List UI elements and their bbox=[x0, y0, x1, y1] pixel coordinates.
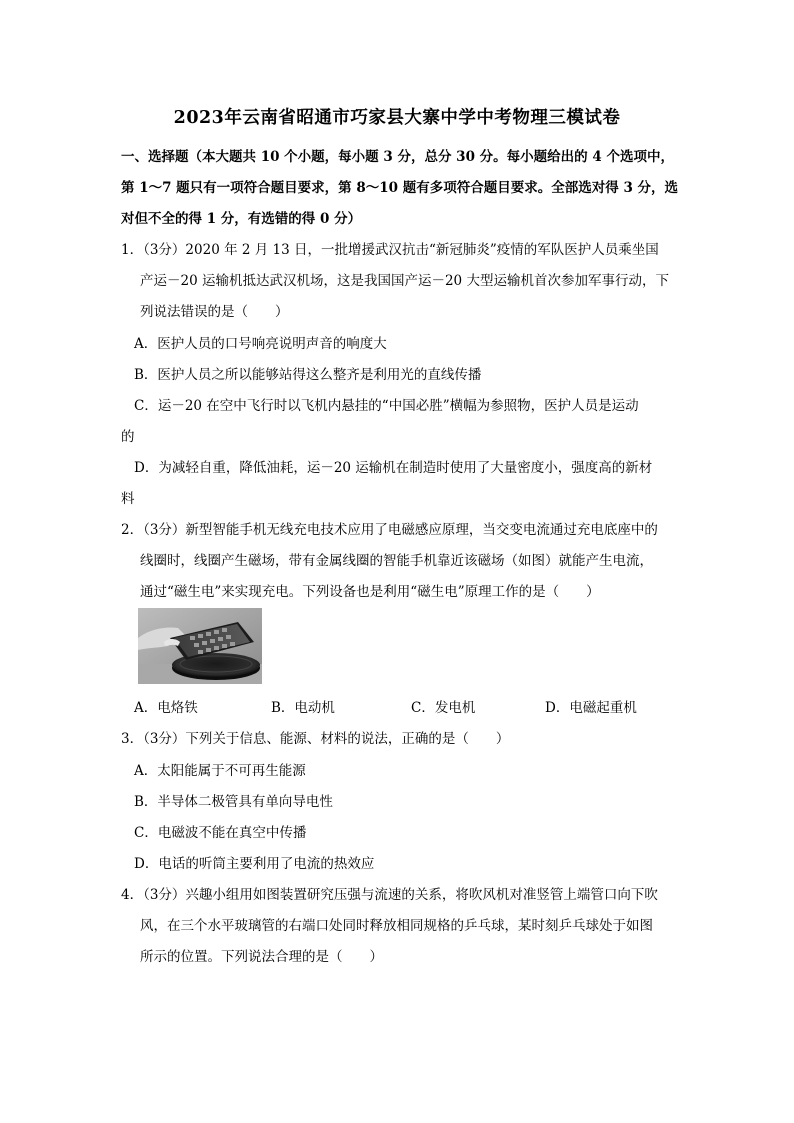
question-3-option-c: C．电磁波不能在真空中传播 bbox=[134, 825, 307, 841]
question-2-option-b: B．电动机 bbox=[271, 700, 335, 716]
question-2-line-3: 通过“磁生电”来实现充电。下列设备也是利用“磁生电”原理工作的是（ ） bbox=[140, 584, 600, 600]
section-heading-line-1: 一、选择题（本大题共 10 个小题，每小题 3 分，总分 30 分。每小题给出的 4 个选项中， bbox=[121, 149, 674, 165]
question-3-option-a: A．太阳能属于不可再生能源 bbox=[134, 763, 306, 779]
question-2-options bbox=[134, 696, 674, 716]
question-1-line-2: 产运－20 运输机抵达武汉机场，这是我国国产运－20 大型运输机首次参加军事行动，下 bbox=[140, 273, 669, 289]
question-1-option-b: B．医护人员之所以能够站得这么整齐是利用光的直线传播 bbox=[134, 367, 482, 383]
question-2-option-c: C．发电机 bbox=[411, 700, 476, 716]
question-3-option-d: D．电话的听筒主要利用了电流的热效应 bbox=[134, 856, 375, 872]
section-heading-line-2: 第 1～7 题只有一项符合题目要求，第 8～10 题有多项符合题目要求。全部选对得 3 分，选 bbox=[121, 180, 679, 196]
question-1-line-1: 1．（3分）2020 年 2 月 13 日，一批增援武汉抗击“新冠肺炎”疫情的军队医护人员乘坐国 bbox=[121, 242, 659, 258]
question-1-option-d: D．为减轻自重，降低油耗，运－20 运输机在制造时使用了大量密度小，强度高的新材 bbox=[134, 460, 653, 476]
exam-title: 2023年云南省昭通市巧家县大寨中学中考物理三模试卷 bbox=[173, 108, 621, 128]
question-1-option-c-wrap: 的 bbox=[121, 429, 135, 445]
question-2-line-1: 2．（3分）新型智能手机无线充电技术应用了电磁感应原理，当交变电流通过充电底座中的 bbox=[121, 522, 658, 538]
section-heading-line-3: 对但不全的得 1 分，有选错的得 0 分） bbox=[121, 211, 362, 227]
wireless-charging-phone-image bbox=[138, 608, 262, 684]
question-1-line-3: 列说法错误的是（ ） bbox=[140, 304, 289, 320]
question-2-option-d: D．电磁起重机 bbox=[545, 700, 637, 716]
question-1-option-d-wrap: 料 bbox=[121, 491, 135, 507]
question-4-line-3: 所示的位置。下列说法合理的是（ ） bbox=[140, 949, 383, 965]
question-3-line-1: 3．（3分）下列关于信息、能源、材料的说法，正确的是（ ） bbox=[121, 731, 510, 747]
question-2-option-a: A．电烙铁 bbox=[134, 700, 198, 716]
question-2-line-2: 线圈时，线圈产生磁场，带有金属线圈的智能手机靠近该磁场（如图）就能产生电流， bbox=[140, 553, 653, 569]
question-4-line-1: 4．（3分）兴趣小组用如图装置研究压强与流速的关系，将吹风机对准竖管上端管口向下吹 bbox=[121, 887, 658, 903]
question-1-option-c: C．运－20 在空中飞行时以飞机内悬挂的“中国必胜”横幅为参照物，医护人员是运动 bbox=[134, 398, 639, 414]
question-4-line-2: 风，在三个水平玻璃管的右端口处同时释放相同规格的乒乓球，某时刻乒乓球处于如图 bbox=[140, 918, 653, 934]
question-1-option-a: A．医护人员的口号响亮说明声音的响度大 bbox=[134, 336, 387, 352]
question-3-option-b: B．半导体二极管具有单向导电性 bbox=[134, 794, 333, 810]
